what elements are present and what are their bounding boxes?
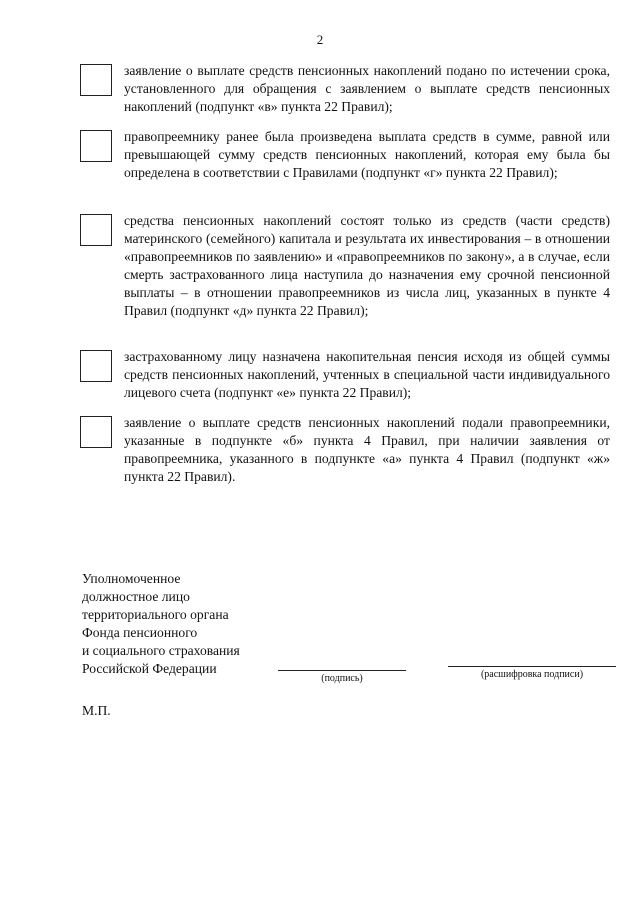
checkbox[interactable]	[80, 214, 112, 246]
official-title	[82, 570, 240, 678]
checkbox[interactable]	[80, 416, 112, 448]
official-line: Фонда пенсионного	[82, 625, 198, 640]
decode-signature-caption: (расшифровка подписи)	[480, 669, 584, 680]
decode-signature-line[interactable]	[448, 666, 616, 667]
checkbox[interactable]	[80, 130, 112, 162]
item-text: заявление о выплате средств пенсионных накоплений подали правопреемники, указанные в подпункте «б» пункта 4 Правил, при наличии заявления от правопреемника, указанного в подпункте «а» пункта 4 Правил (подпункт «ж» пункта 22 Правил).	[124, 415, 610, 484]
checkbox-item-d	[80, 212, 610, 320]
item-text: правопреемнику ранее была произведена выплата средств в сумме, равной или превышающей сумму средств пенсионных накоплений, которая ему была бы определена в соответствии с Правилами (подпункт «г» пункта 22 Правил);	[124, 129, 610, 180]
official-line: и социального страхования	[82, 643, 240, 658]
signature-caption: (подпись)	[321, 673, 363, 684]
item-text: заявление о выплате средств пенсионных накоплений подано по истечении срока, установленного для обращения с заявлением о выплате средств пенсионных накоплений (подпункт «в» пункта 22 Правил);	[124, 63, 610, 114]
checkbox-item-g	[80, 128, 610, 182]
checkbox-item-zh	[80, 414, 610, 486]
item-text: застрахованному лицу назначена накопительная пенсия исходя из общей суммы средств пенсионных накоплений, учтенных в специальной части индивидуального лицевого счета (подпункт «е» пункта 22 Правил);	[124, 349, 610, 400]
stamp-place: М.П.	[82, 703, 111, 718]
checkbox-item-e	[80, 348, 610, 402]
official-line: территориального органа	[82, 607, 229, 622]
checkbox[interactable]	[80, 64, 112, 96]
item-text: средства пенсионных накоплений состоят только из средств (части средств) материнского (семейного) капитала и результата их инвестирования – в отношении «правопреемников по заявлению» и «правопреемников по закону», а в случае, если смерть застрахованного лица наступила до назначения ему срочной пенсионной выплаты – в отношении правопреемников из числа лиц, указанных в пункте 4 Правил (подпункт «д» пункта 22 Правил);	[124, 213, 610, 318]
page-number: 2	[316, 32, 324, 47]
official-line: Российской Федерации	[82, 661, 217, 676]
official-line: должностное лицо	[82, 589, 190, 604]
signature-line[interactable]	[278, 670, 406, 671]
checkbox-item-v	[80, 62, 610, 116]
official-line: Уполномоченное	[82, 571, 181, 586]
checkbox[interactable]	[80, 350, 112, 382]
